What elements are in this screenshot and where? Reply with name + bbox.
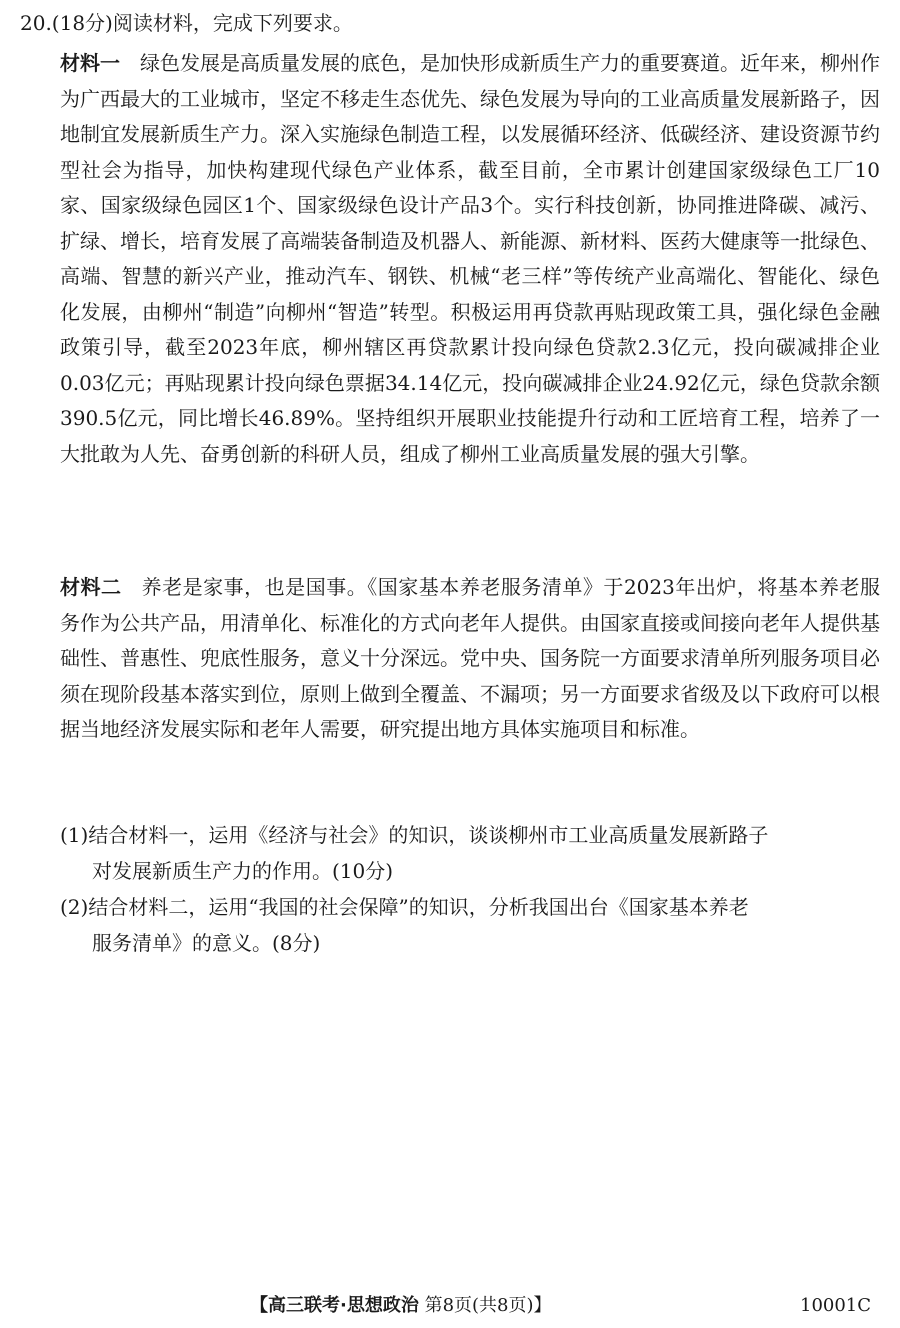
sub-question-1-line2: 对发展新质生产力的作用。(10分) xyxy=(92,858,394,883)
sub-question-1-line1: (1)结合材料一，运用《经济与社会》的知识，谈谈柳州市工业高质量发展新路子 xyxy=(60,823,769,847)
page-footer xyxy=(0,1292,900,1320)
sub-question-2-line1: (2)结合材料二，运用“我国的社会保障”的知识，分析我国出台《国家基本养老 xyxy=(60,895,749,919)
footer-exam-name: 【高三联考·思想政治 xyxy=(250,1295,419,1316)
material-two xyxy=(60,570,880,748)
material-two-label: 材料二 xyxy=(60,575,122,599)
sub-question-2-line2: 服务清单》的意义。(8分) xyxy=(92,930,321,955)
question-title: 20.(18分)阅读材料，完成下列要求。 xyxy=(20,11,353,35)
sub-question-1 xyxy=(60,818,880,889)
footer-page-info: 第8页(共8页)】 xyxy=(424,1295,552,1316)
sub-question-2 xyxy=(60,890,880,961)
material-one-label: 材料一 xyxy=(60,51,120,75)
footer-center xyxy=(250,1292,552,1320)
footer-code: 10001C xyxy=(800,1295,872,1316)
material-one-text: 绿色发展是高质量发展的底色，是加快形成新质生产力的重要赛道。近年来，柳州作为广西最大的工业城市，坚定不移走生态优先、绿色发展为导向的工业高质量发展新路子，因地制宜发展新质生产力。深入实施绿色制造工程，以发展循环经济、低碳经济、建设资源节约型社会为指导，加快构建现代绿色产业体系，截至目前，全市累计创建国家级绿色工厂10家、国家级绿色园区1个、国家级绿色设计产品3个。实行科技创新，协同推进降碳、减污、扩绿、增长，培育发展了高端装备制造及机器人、新能源、新材料、医药大健康等一批绿色、高端、智慧的新兴产业，推动汽车、钢铁、机械“老三样”等传统产业高端化、智能化、绿色化发展，由柳州“制造”向柳州“智造”转型。积极运用再贷款再贴现政策工具，强化绿色金融政策引导，截至2023年底，柳州辖区再贷款累计投向绿色贷款2.3亿元，投向碳减排企业0.03亿元；再贴现累计投向绿色票据34.14亿元，投向碳减排企业24.92亿元，绿色贷款余额390.5亿元，同比增长46.89%。坚持组织开展职业技能提升行动和工匠培育工程，培养了一大批敢为人先、奋勇创新的科研人员，组成了柳州工业高质量发展的强大引擎。 xyxy=(60,51,880,466)
material-two-text: 养老是家事，也是国事。《国家基本养老服务清单》于2023年出炉，将基本养老服务作为公共产品，用清单化、标准化的方式向老年人提供。由国家直接或间接向老年人提供基础性、普惠性、兜底性服务，意义十分深远。党中央、国务院一方面要求清单所列服务项目必须在现阶段基本落实到位，原则上做到全覆盖、不漏项；另一方面要求省级及以下政府可以根据当地经济发展实际和老年人需要，研究提出地方具体实施项目和标准。 xyxy=(60,575,881,741)
material-one xyxy=(60,46,880,472)
